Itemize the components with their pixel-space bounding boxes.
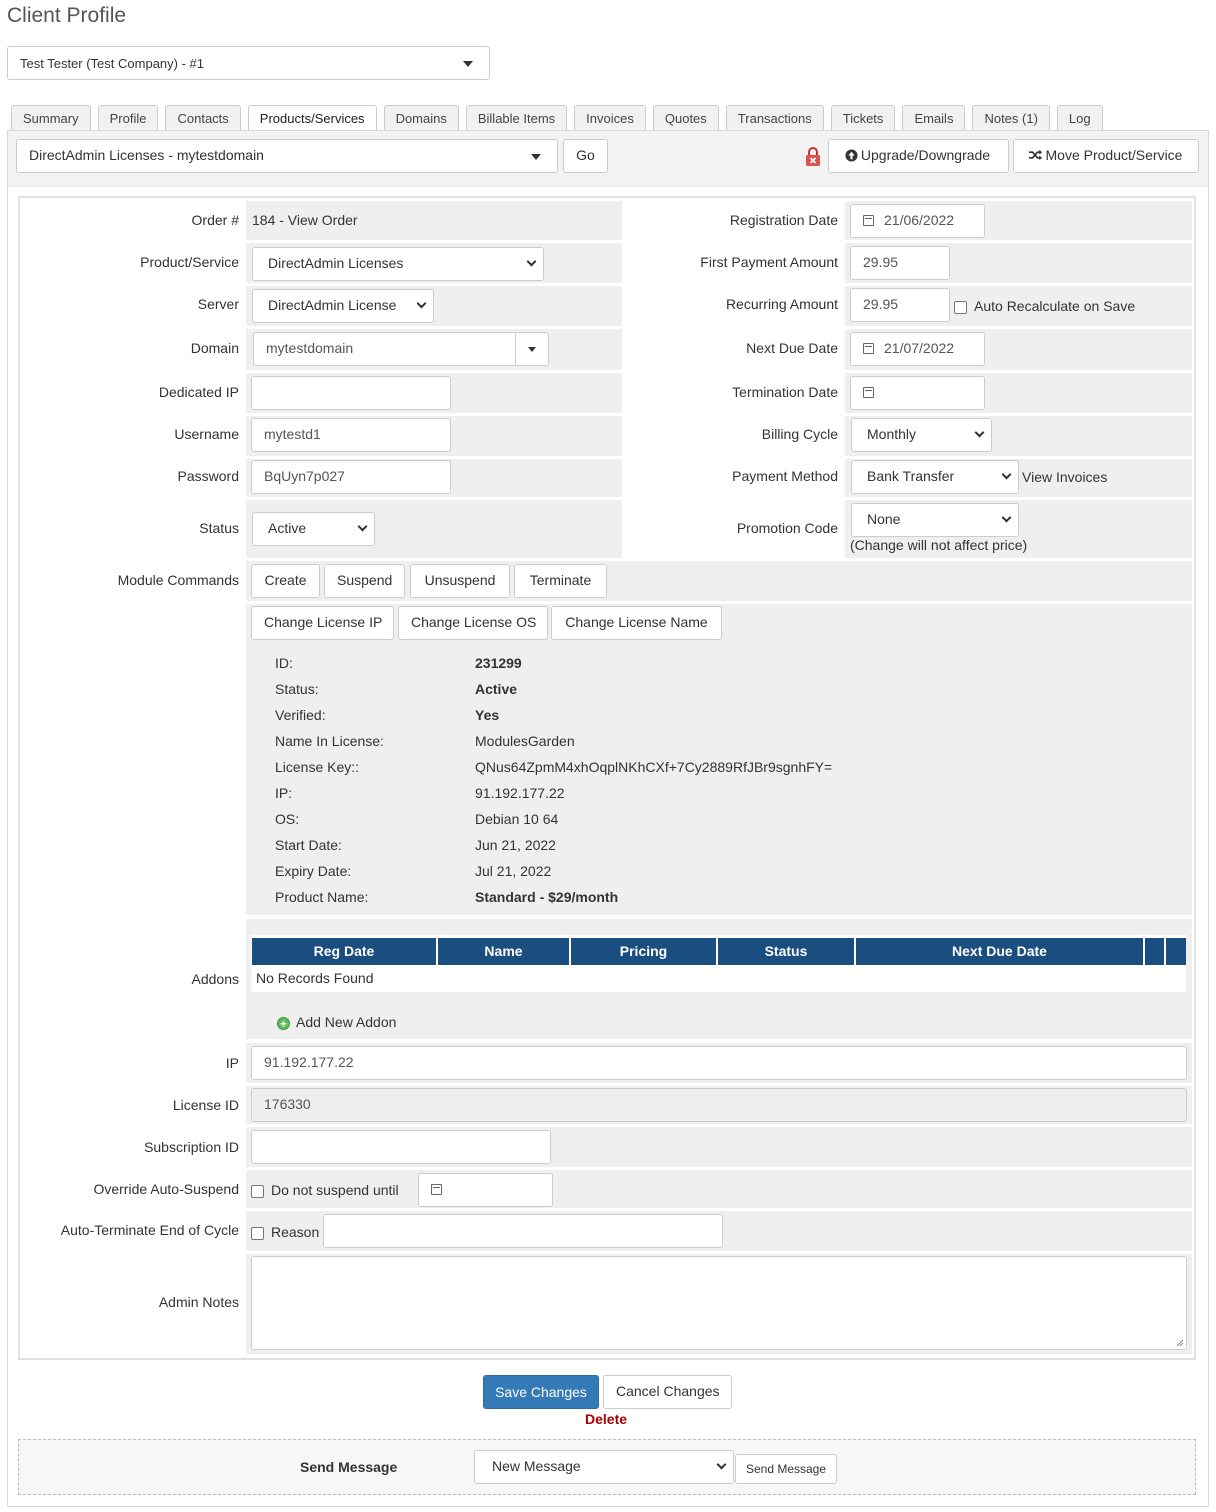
client-select[interactable] (7, 46, 490, 80)
license-info-value: Active (475, 681, 518, 697)
caret-down-icon (528, 347, 536, 352)
save-changes-button[interactable]: Save Changes (483, 1375, 599, 1409)
override-auto-suspend-text: Do not suspend until (271, 1182, 399, 1198)
chevron-down-icon (358, 522, 368, 532)
first-payment-label: First Payment Amount (700, 254, 838, 270)
create-button[interactable]: Create (251, 564, 320, 598)
caret-down-icon (531, 154, 541, 160)
username-label: Username (174, 426, 239, 442)
product-select-value: DirectAdmin Licenses - mytestdomain (29, 147, 264, 163)
promotion-code-note: (Change will not affect price) (850, 537, 1028, 553)
registration-date-label: Registration Date (729, 212, 838, 228)
registration-date-value: 21/06/2022 (884, 212, 955, 228)
subscription-id-input[interactable] (251, 1130, 551, 1164)
license-info-value: Jun 21, 2022 (475, 837, 556, 853)
chevron-down-icon (1002, 513, 1012, 523)
tab-bar (11, 105, 1103, 131)
product-service-label: Product/Service (140, 254, 239, 270)
next-due-date-input[interactable] (850, 332, 985, 366)
promotion-code-value: None (867, 511, 901, 527)
dedicated-ip-input[interactable] (251, 376, 451, 410)
tab-quotes[interactable]: Quotes (653, 105, 719, 131)
recurring-amount-label: Recurring Amount (725, 296, 838, 312)
tab-log[interactable]: Log (1057, 105, 1103, 131)
server-select[interactable] (252, 289, 434, 323)
column-header-blank (1166, 938, 1186, 965)
domain-input[interactable]: mytestdomain (253, 332, 517, 366)
license-info-label: License Key:: (275, 759, 360, 775)
registration-date-input[interactable] (850, 204, 985, 238)
column-header-status[interactable]: Status (718, 938, 854, 965)
override-auto-suspend-label: Override Auto-Suspend (93, 1181, 239, 1197)
tab-notes[interactable]: Notes (1) (972, 105, 1049, 131)
upgrade-downgrade-button[interactable] (828, 139, 1009, 173)
tab-transactions[interactable]: Transactions (726, 105, 824, 131)
auto-terminate-checkbox[interactable] (251, 1227, 264, 1240)
license-info-value: Debian 10 64 (475, 811, 559, 827)
billing-cycle-label: Billing Cycle (761, 426, 838, 442)
status-label: Status (199, 520, 239, 536)
add-new-addon-link[interactable] (277, 1014, 396, 1030)
username-input[interactable]: mytestd1 (251, 418, 451, 452)
admin-notes-label: Admin Notes (158, 1294, 239, 1310)
chevron-down-icon (1002, 470, 1012, 480)
password-input[interactable]: BqUyn7p027 (251, 460, 451, 494)
no-records-text: No Records Found (256, 970, 374, 986)
message-template-select[interactable] (474, 1450, 734, 1484)
ip-input[interactable]: 91.192.177.22 (251, 1046, 1187, 1080)
next-due-date-label: Next Due Date (746, 340, 838, 356)
tab-tickets[interactable]: Tickets (831, 105, 896, 131)
suspend-until-date-input[interactable] (418, 1173, 553, 1207)
lock-icon (805, 146, 821, 166)
chevron-down-icon (417, 299, 427, 309)
license-info-value: Yes (475, 707, 500, 723)
move-product-label: Move Product/Service (1045, 147, 1183, 163)
termination-date-label: Termination Date (732, 384, 838, 400)
license-info-value: 231299 (475, 655, 522, 671)
first-payment-input[interactable]: 29.95 (850, 246, 950, 280)
status-value: Active (268, 520, 307, 536)
license-info-value: Standard - $29/month (475, 889, 619, 905)
terminate-button[interactable]: Terminate (514, 564, 607, 598)
suspend-button[interactable]: Suspend (324, 564, 405, 598)
auto-recalculate-checkbox[interactable] (954, 301, 967, 314)
server-label: Server (197, 296, 239, 312)
admin-notes-textarea[interactable] (251, 1256, 1187, 1350)
license-info-label: Name In License: (275, 733, 384, 749)
status-select[interactable] (252, 512, 375, 546)
column-header-next-due-date[interactable]: Next Due Date (856, 938, 1143, 965)
password-label: Password (177, 468, 239, 484)
license-id-label: License ID (172, 1097, 239, 1113)
promotion-code-select[interactable] (851, 503, 1019, 537)
payment-method-select[interactable] (851, 460, 1019, 494)
cancel-changes-button[interactable]: Cancel Changes (603, 1375, 732, 1409)
billing-cycle-value: Monthly (867, 426, 917, 442)
column-header-pricing[interactable]: Pricing (571, 938, 716, 965)
page-title: Client Profile (7, 4, 127, 27)
domain-dropdown-button[interactable] (515, 332, 549, 366)
tab-emails[interactable]: Emails (902, 105, 965, 131)
license-info-value: Jul 21, 2022 (475, 863, 552, 879)
caret-down-icon (463, 61, 473, 67)
license-info-label: ID: (275, 655, 293, 671)
chevron-down-icon (527, 257, 537, 267)
ip-label: IP (225, 1055, 239, 1071)
payment-method-value: Bank Transfer (867, 468, 955, 484)
column-header-name[interactable]: Name (438, 938, 569, 965)
override-auto-suspend-checkbox[interactable] (251, 1185, 264, 1198)
tab-contacts[interactable]: Contacts (165, 105, 240, 131)
tab-domains[interactable]: Domains (384, 105, 459, 131)
addons-label: Addons (191, 971, 239, 987)
reason-input[interactable] (323, 1214, 723, 1248)
license-info-value: QNus64ZpmM4xhOqplNKhCXf+7Cy2889RfJBr9sgnhFY= (475, 759, 833, 775)
column-header-reg-date[interactable]: Reg Date (252, 938, 436, 965)
license-info-label: IP: (275, 785, 293, 801)
license-info-label: OS: (275, 811, 300, 827)
tab-summary[interactable]: Summary (11, 105, 91, 131)
tab-invoices[interactable]: Invoices (574, 105, 646, 131)
tab-billable-items[interactable]: Billable Items (466, 105, 567, 131)
promotion-code-label: Promotion Code (736, 520, 838, 536)
payment-method-label: Payment Method (732, 468, 838, 484)
upgrade-downgrade-label: Upgrade/Downgrade (860, 147, 991, 163)
unsuspend-button[interactable]: Unsuspend (410, 564, 510, 598)
license-info-value: 91.192.177.22 (475, 785, 565, 801)
plus-circle-icon: + (277, 1017, 290, 1030)
license-info-label: Verified: (275, 707, 326, 723)
send-message-label: Send Message (300, 1459, 398, 1475)
tab-products-services[interactable]: Products/Services (248, 105, 377, 132)
subscription-id-label: Subscription ID (144, 1139, 239, 1155)
license-info-label: Product Name: (275, 889, 369, 905)
column-header-blank (1145, 938, 1164, 965)
order-label: Order # (191, 212, 239, 228)
delete-link[interactable]: Delete (585, 1411, 628, 1427)
chevron-down-icon (975, 428, 985, 438)
client-select-value: Test Tester (Test Company) - #1 (20, 56, 204, 71)
dedicated-ip-label: Dedicated IP (158, 384, 239, 400)
product-service-value: DirectAdmin Licenses (268, 255, 404, 271)
auto-terminate-label: Auto-Terminate End of Cycle (60, 1222, 239, 1238)
tab-profile[interactable]: Profile (98, 105, 159, 131)
order-link[interactable]: 184 - View Order (252, 212, 358, 228)
chevron-down-icon (717, 1460, 727, 1470)
product-service-select[interactable] (252, 247, 544, 281)
change-license-os-button[interactable]: Change License OS (398, 606, 548, 640)
recurring-amount-input[interactable]: 29.95 (850, 288, 950, 322)
arrow-up-circle-icon (845, 149, 858, 162)
shuffle-icon (1028, 149, 1043, 161)
add-new-addon-label: Add New Addon (296, 1014, 397, 1030)
auto-recalculate-label: Auto Recalculate on Save (974, 298, 1136, 314)
go-button[interactable]: Go (563, 139, 608, 173)
license-info-label: Expiry Date: (275, 863, 352, 879)
send-message-button[interactable]: Send Message (735, 1454, 837, 1484)
server-value: DirectAdmin License (268, 297, 397, 313)
license-info-label: Status: (275, 681, 319, 697)
license-id-input: 176330 (251, 1088, 1187, 1122)
reason-label: Reason (271, 1224, 320, 1240)
calendar-icon (863, 387, 874, 398)
module-commands-label: Module Commands (117, 572, 239, 588)
license-info-value: ModulesGarden (475, 733, 575, 749)
termination-date-input[interactable] (850, 376, 985, 410)
view-invoices-link[interactable]: View Invoices (1022, 469, 1108, 485)
calendar-icon (863, 343, 874, 354)
next-due-date-value: 21/07/2022 (884, 340, 955, 356)
license-info-label: Start Date: (275, 837, 342, 853)
resize-handle-icon[interactable] (1175, 1338, 1184, 1347)
change-license-ip-button[interactable]: Change License IP (251, 606, 394, 640)
change-license-name-button[interactable]: Change License Name (551, 606, 722, 640)
calendar-icon (431, 1184, 442, 1195)
calendar-icon (863, 215, 874, 226)
domain-label: Domain (190, 340, 239, 356)
move-product-button[interactable] (1013, 139, 1199, 173)
product-select[interactable] (16, 139, 558, 173)
message-template-value: New Message (492, 1458, 581, 1474)
billing-cycle-select[interactable] (851, 418, 992, 452)
